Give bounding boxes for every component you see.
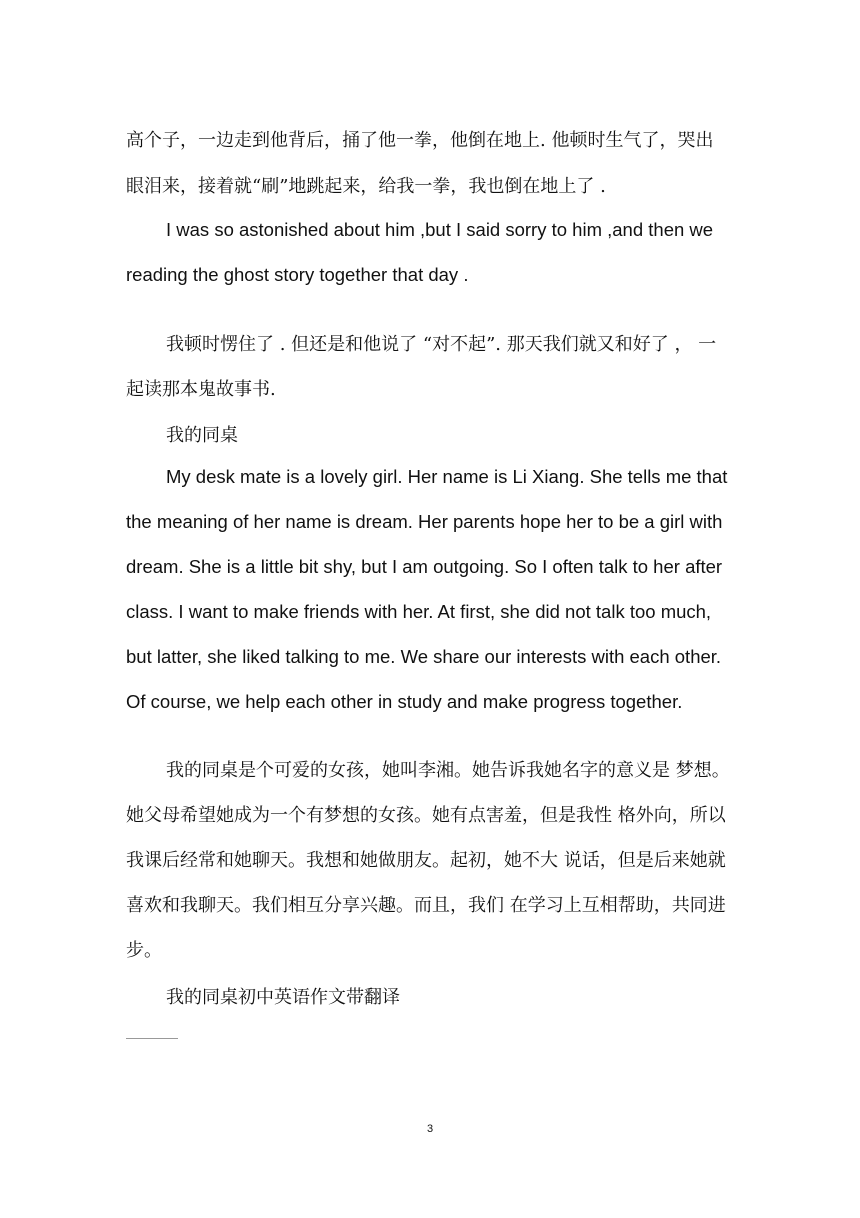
text-line: 步。 [126,940,162,961]
text-line: 我顿时愣住了 . 但还是和他说了 “对不起”. 那天我们就又和好了 ， 一 [166,334,717,355]
text-line: My desk mate is a lovely girl. Her name is Li Xiang. She tells me that [166,466,728,487]
text-line: the meaning of her name is dream. Her parents hope her to be a girl with [126,511,723,532]
text-line: 她父母希望她成为一个有梦想的女孩。她有点害羞，但是我性 格外向，所以 [126,805,726,826]
closing-title: 我的同桌初中英语作文带翻译 [166,987,400,1008]
text-line: 高个子，一边走到他背后，捅了他一拳，他倒在地上. 他顿时生气了，哭出 [126,130,714,151]
footnote-divider [126,1038,178,1039]
text-line: 我的同桌是个可爱的女孩，她叫李湘。她告诉我她名字的意义是 梦想。 [166,760,730,781]
text-line: reading the ghost story together that day . [126,264,469,285]
text-line: dream. She is a little bit shy, but I am outgoing. So I often talk to her after [126,556,723,577]
section-title: 我的同桌 [166,425,238,446]
text-line: 起读那本鬼故事书. [126,379,276,400]
text-line: 眼泪来，接着就“刷”地跳起来，给我一拳，我也倒在地上了 . [126,176,606,197]
text-line: Of course, we help each other in study and make progress together. [126,691,683,712]
text-line: 喜欢和我聊天。我们相互分享兴趣。而且，我们 在学习上互相帮助，共同进 [126,895,726,916]
text-line: 我课后经常和她聊天。我想和她做朋友。起初，她不大 说话，但是后来她就 [126,850,726,871]
text-line: class. I want to make friends with her. At first, she did not talk too much, [126,601,712,622]
text-line: I was so astonished about him ,but I said sorry to him ,and then we [166,219,714,240]
text-line: but latter, she liked talking to me. We share our interests with each other. [126,646,722,667]
page-number: 3 [426,1123,434,1135]
